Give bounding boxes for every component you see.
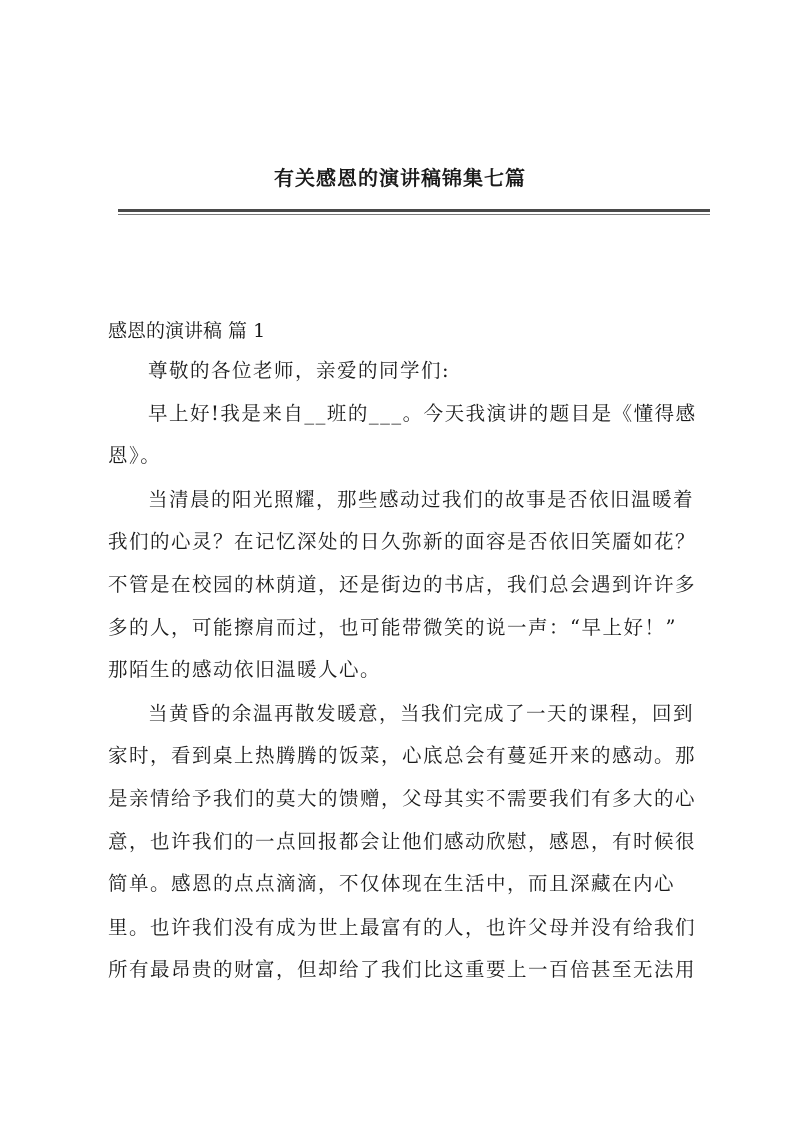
text-line: 里。也许我们没有成为世上最富有的人，也许父母并没有给我们	[108, 916, 697, 939]
text-line: 尊敬的各位老师，亲爱的同学们:	[148, 359, 451, 382]
text-line: 那陌生的感动依旧温暖人心。	[108, 658, 382, 681]
text-line: 恩》。	[108, 444, 162, 467]
page-title: 有关感恩的演讲稿锦集七篇	[274, 166, 526, 190]
text-line: 多的人，可能擦肩而过，也可能带微笑的说一声：“早上好！”	[108, 616, 677, 639]
text-line: 是亲情给予我们的莫大的馈赠，父母其实不需要我们有多大的心	[108, 787, 697, 810]
title-divider	[118, 209, 710, 212]
text-line: 不管是在校园的林荫道，还是街边的书店，我们总会遇到许许多	[108, 573, 697, 596]
text-line: 所有最昂贵的财富，但却给了我们比这重要上一百倍甚至无法用	[108, 958, 697, 981]
title-divider-thin	[118, 214, 710, 215]
text-line: 当黄昏的余温再散发暖意，当我们完成了一天的课程，回到	[148, 702, 695, 725]
text-line: 简单。感恩的点点滴滴，不仅体现在生活中，而且深藏在内心	[108, 872, 676, 895]
text-line: 意，也许我们的一点回报都会让他们感动欣慰，感恩，有时候很	[108, 830, 697, 853]
text-line: 早上好!我是来自__班的___。今天我演讲的题目是《懂得感	[148, 402, 697, 425]
text-line: 我们的心灵？在记忆深处的日久弥新的面容是否依旧笑靥如花？	[108, 530, 697, 553]
text-line: 当清晨的阳光照耀，那些感动过我们的故事是否依旧温暖着	[148, 488, 695, 511]
text-line: 家时，看到桌上热腾腾的饭菜，心底总会有蔓延开来的感动。那	[108, 744, 697, 767]
section-heading: 感恩的演讲稿 篇 1	[108, 320, 266, 342]
